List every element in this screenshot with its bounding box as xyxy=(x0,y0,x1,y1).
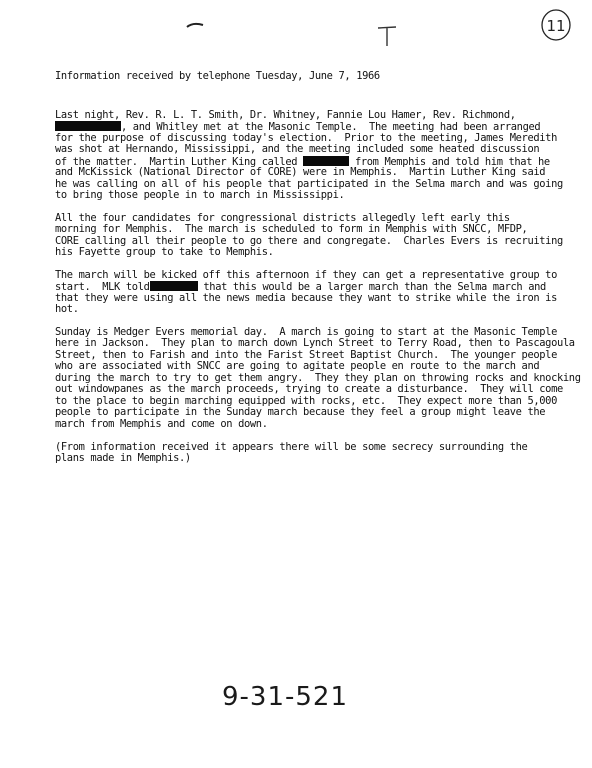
para4-line4: who are associated with SNCC are going to agitate people en route to the march and xyxy=(55,360,540,372)
para3-line3: that they were using all the news media because they want to strike while the iron is xyxy=(55,292,557,304)
para1-line3: for the purpose of discussing today's election. Prior to the meeting, James Meredith xyxy=(55,132,557,144)
para3-line1: The march will be kicked off this afternoon if they can get a representative group to xyxy=(55,269,557,281)
para3-line2-start: start. MLK told xyxy=(55,281,150,293)
dash-mark-icon xyxy=(185,18,205,30)
handwritten-file-number: 9-31-521 xyxy=(222,682,349,712)
para1-line4: was shot at Hernando, Mississippi, and the meeting included some heated discussion xyxy=(55,143,540,155)
para4-line9: march from Memphis and come on down. xyxy=(55,418,268,430)
para1-line1: Last night, Rev. R. L. T. Smith, Dr. Whitney, Fannie Lou Hamer, Rev. Richmond, xyxy=(55,109,516,121)
para4-line2: here in Jackson. They plan to march down Lynch Street to Terry Road, then to Pascagoula xyxy=(55,337,575,349)
para2-line1: All the four candidates for congressional districts allegedly left early this xyxy=(55,212,510,224)
para2-line3: CORE calling all their people to go there and congregate. Charles Evers is recruiting xyxy=(55,235,563,247)
para5-line1: (From information received it appears there will be some secrecy surrounding the xyxy=(55,441,528,453)
para1-line5-start: of the matter. Martin Luther King called xyxy=(55,156,304,168)
para2-line2: morning for Memphis. The march is scheduled to form in Memphis with SNCC, MFDP, xyxy=(55,223,528,235)
para4-line5: during the march to try to get them angry. They they plan on throwing rocks and knocking xyxy=(55,372,581,384)
para1-line7: he was calling on all of his people that participated in the Selma march and was going xyxy=(55,178,563,190)
para1-line8: to bring those people in to march in Mississippi. xyxy=(55,189,345,201)
para4-line3: Street, then to Farish and into the Farist Street Baptist Church. The younger people xyxy=(55,349,557,361)
para1-line6: and McKissick (National Director of CORE) were in Memphis. Martin Luther King said xyxy=(55,166,546,178)
para5-line2: plans made in Memphis.) xyxy=(55,452,191,464)
para1-line5-end: from Memphis and told him that he xyxy=(349,156,550,168)
circled-page-number-icon xyxy=(539,8,573,42)
redaction-box xyxy=(55,121,121,131)
para4-line6: out windowpanes as the march proceeds, trying to create a disturbance. They will come xyxy=(55,383,563,395)
page-number-text: 11 xyxy=(546,17,566,35)
t-mark-icon xyxy=(376,24,398,48)
para1-line2-text: , and Whitley met at the Masonic Temple. The meeting had been arranged xyxy=(121,121,541,133)
para3-line4: hot. xyxy=(55,303,79,315)
para2-line4: his Fayette group to take to Memphis. xyxy=(55,246,274,258)
para4-line1: Sunday is Medger Evers memorial day. A march is going to start at the Masonic Temple xyxy=(55,326,557,338)
para3-line2-end: that this would be a larger march than the Selma march and xyxy=(197,281,546,293)
redaction-box xyxy=(150,281,198,291)
para4-line7: to the place to begin marching equipped with rocks, etc. They expect more than 5,000 xyxy=(55,395,557,407)
redaction-box xyxy=(303,156,349,166)
para4-line8: people to participate in the Sunday march because they feel a group might leave the xyxy=(55,406,546,418)
document-header: Information received by telephone Tuesday, June 7, 1966 xyxy=(55,70,380,82)
